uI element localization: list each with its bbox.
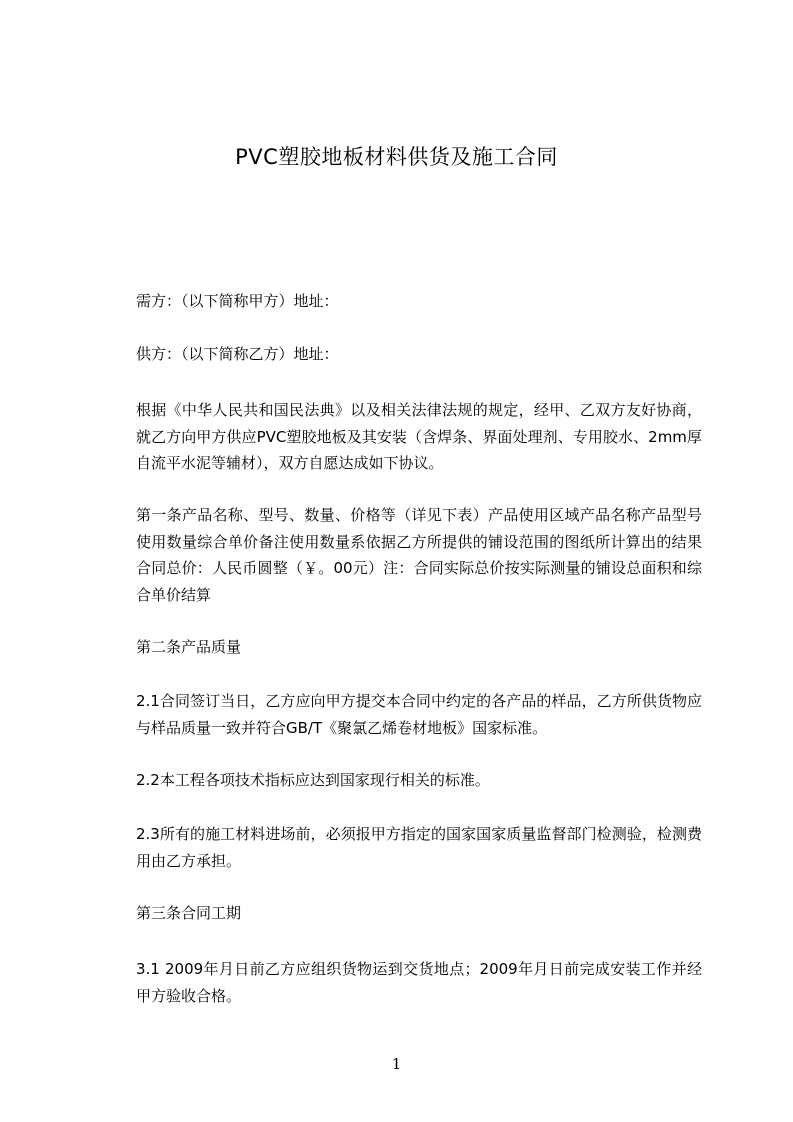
clause-2-1-paragraph xyxy=(102,688,702,741)
article-3-text: 第三条合同工期 xyxy=(136,904,242,922)
article-2-heading xyxy=(102,634,702,661)
article-1-text: 第一条产品名称、型号、数量、价格等（详见下表）产品使用区域产品名称产品型号使用数量综合单价备注使用数量系依据乙方所提供的铺设范围的图纸所计算出的结果合同总价：人民币圆整（￥。00元）注：合同实际总价按实际测量的铺设总面积和综合单价结算 xyxy=(136,506,702,604)
clause-2-2-paragraph xyxy=(102,767,702,794)
intro-text: 根据《中华人民共和国民法典》以及相关法律法规的规定，经甲、乙双方友好协商，就乙方向甲方供应PVC塑胶地板及其安装（含焊条、界面处理剂、专用胶水、2mm厚自流平水泥等辅材），双方自愿达成如下协议。 xyxy=(136,401,702,472)
clause-3-1-text: 3.1 2009年月日前乙方应组织货物运到交货地点；2009年月日前完成安装工作并经甲方验收合格。 xyxy=(136,960,702,1005)
clause-2-3-text: 2.3所有的施工材料进场前，必须报甲方指定的国家国家质量监督部门检测验，检测费用由乙方承担。 xyxy=(136,825,702,870)
intro-paragraph xyxy=(102,397,702,477)
page-number: 1 xyxy=(391,1055,402,1073)
document-title: PVC塑胶地板材料供货及施工合同 xyxy=(235,145,558,169)
supplier-text: 供方：（以下简称乙方）地址： xyxy=(136,345,339,363)
article-3-heading xyxy=(102,900,702,927)
article-1-paragraph xyxy=(102,502,702,608)
clause-2-2-text: 2.2本工程各项技术指标应达到国家现行相关的标准。 xyxy=(136,771,490,789)
clause-2-1-text: 2.1合同签订当日，乙方应向甲方提交本合同中约定的各产品的样品，乙方所供货物应与样品质量一致并符合GB/T《聚氯乙烯卷材地板》国家标准。 xyxy=(136,692,702,737)
supplier-line xyxy=(102,341,702,368)
clause-3-1-paragraph xyxy=(102,956,702,1009)
article-2-text: 第二条产品质量 xyxy=(136,638,242,656)
buyer-text: 需方：（以下简称甲方）地址： xyxy=(136,292,339,310)
clause-2-3-paragraph xyxy=(102,821,702,874)
buyer-line xyxy=(102,288,702,315)
